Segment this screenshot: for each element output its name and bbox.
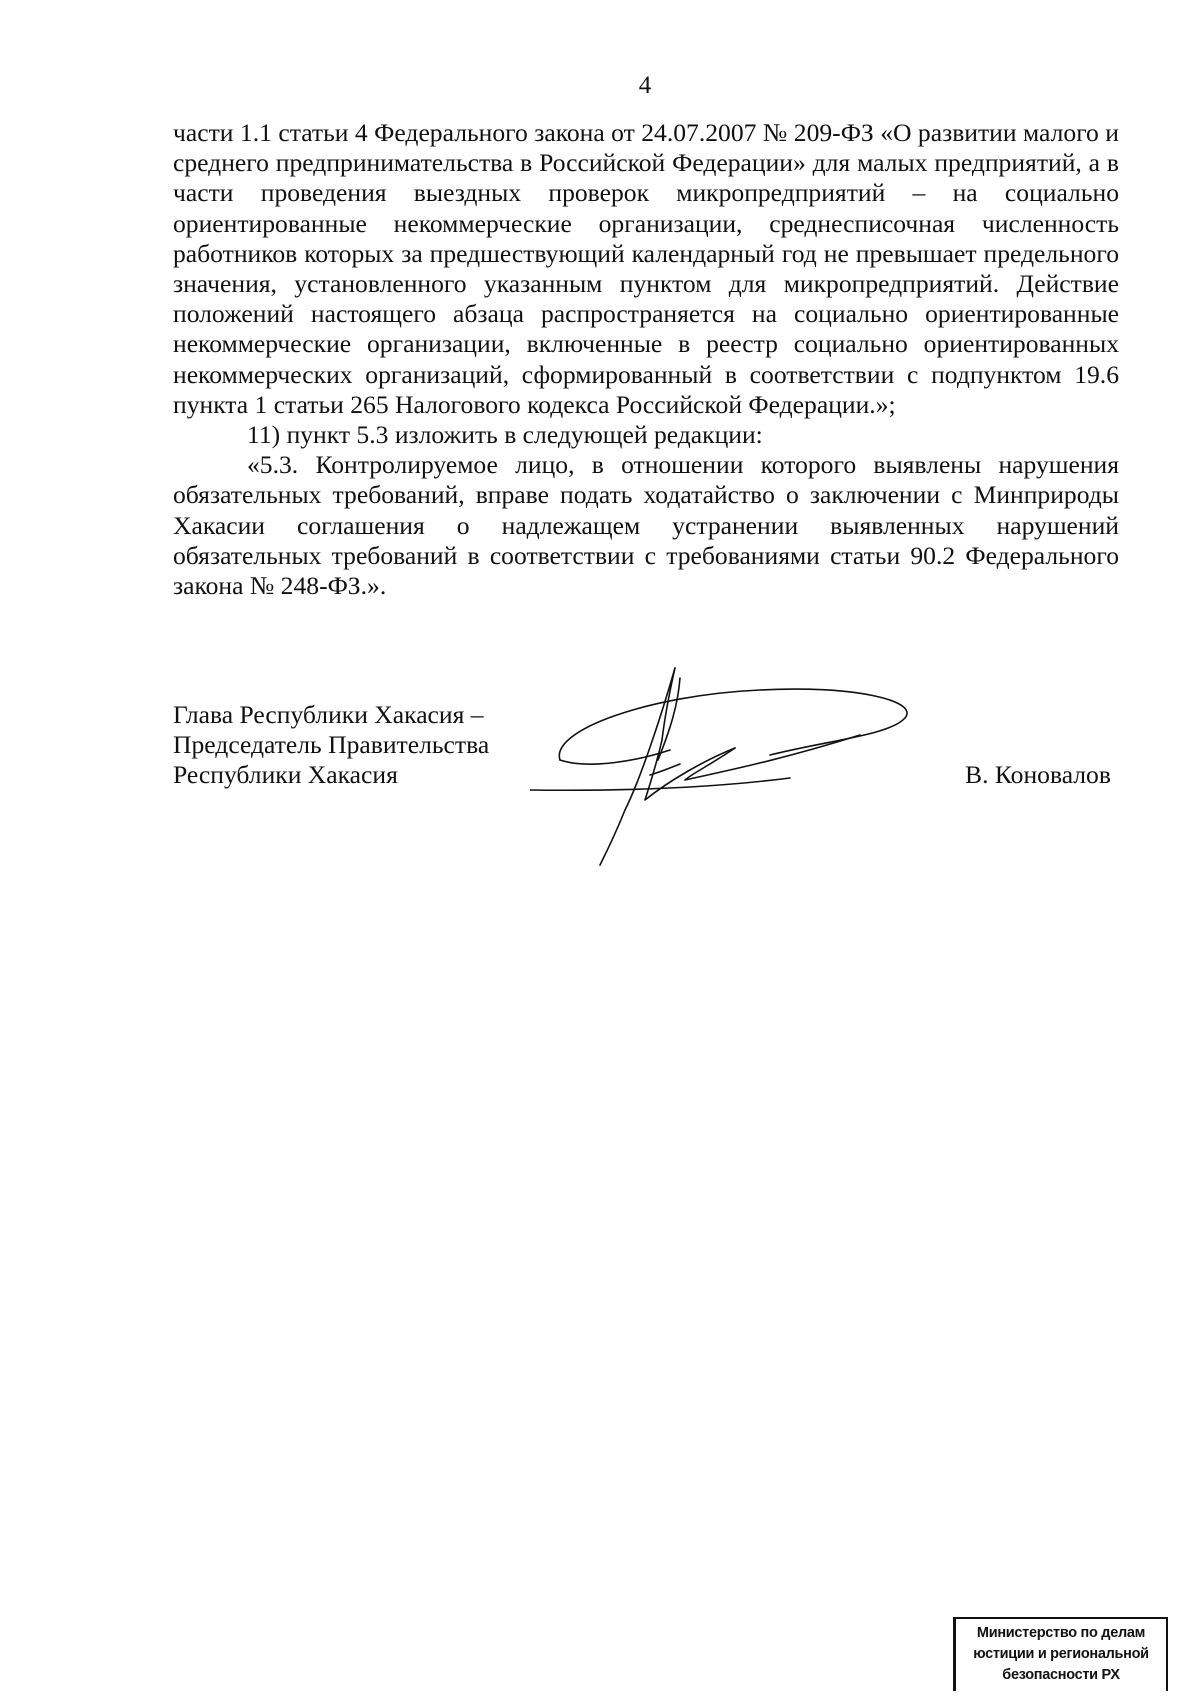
signature-title-line-2: Председатель Правительства: [173, 730, 490, 759]
signer-name: В. Коновалов: [965, 760, 1111, 789]
document-body: [173, 118, 1119, 601]
paragraph-item-5-3: «5.3. Контролируемое лицо, в отношении которого выявлены нарушения обязательных требований, вправе подать ходатайство о заключении с Минприроды Хакасии соглашения о надлежащем устранении выявленных нарушений обязательных требований в соответствии с требованиями статьи 90.2 Федерального закона № 248-ФЗ.».: [173, 450, 1119, 601]
ministry-stamp: [953, 1617, 1168, 1691]
stamp-line-3: безопасности РХ: [1002, 1667, 1120, 1683]
stamp-line-1: Министерство по делам: [976, 1625, 1146, 1641]
page-number: 4: [638, 72, 652, 99]
stamp-line-2: юстиции и региональной: [973, 1646, 1149, 1662]
paragraph-continuation: части 1.1 статьи 4 Федерального закона от 24.07.2007 № 209-ФЗ «О развитии малого и среднего предпринимательства в Российской Федерации» для малых предприятий, а в части проведения выездных проверок микропредприятий – на социально ориентированные некоммерческие организации, среднесписочная численность работников которых за предшествующий календарный год не превышает предельного значения, установленного указанным пунктом для микропредприятий. Действие положений настоящего абзаца распространяется на социально ориентированные некоммерческие организации, включенные в реестр социально ориентированных некоммерческих организаций, сформированный в соответствии с подпунктом 19.6 пункта 1 статьи 265 Налогового кодекса Российской Федерации.»;: [173, 118, 1119, 419]
handwritten-signature: [530, 660, 930, 880]
signature-title-line-1: Глава Республики Хакасия –: [173, 700, 484, 729]
signature-title-block: [173, 700, 489, 790]
paragraph-item-11: 11) пункт 5.3 изложить в следующей редакции:: [247, 420, 763, 450]
signature-title-line-3: Республики Хакасия: [173, 760, 398, 789]
